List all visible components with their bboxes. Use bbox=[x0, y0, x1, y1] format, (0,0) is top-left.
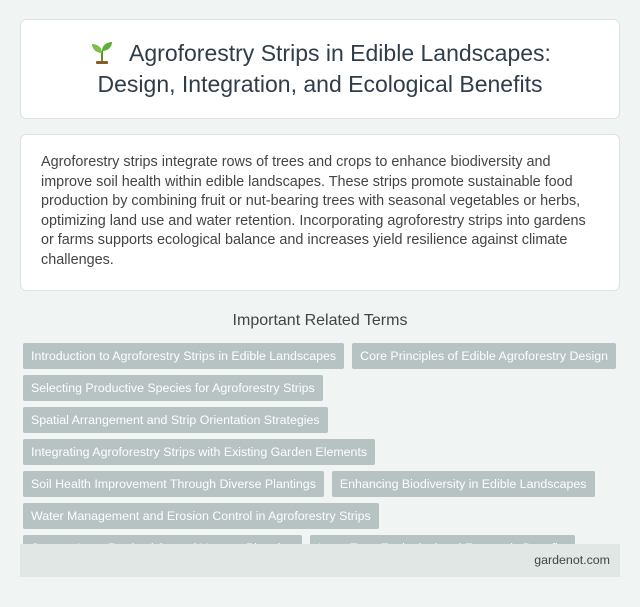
related-terms-list bbox=[23, 343, 623, 567]
title-line-1: Agroforestry Strips in Edible Landscapes: bbox=[129, 40, 551, 66]
related-term-tag[interactable]: Water Management and Erosion Control in Agroforestry Strips bbox=[23, 503, 379, 529]
title-line-2: Design, Integration, and Ecological Benefits bbox=[97, 71, 543, 97]
related-term-tag[interactable]: Integrating Agroforestry Strips with Existing Garden Elements bbox=[23, 439, 375, 465]
related-term-tag[interactable]: Core Principles of Edible Agroforestry Design bbox=[352, 343, 616, 369]
footer-site-link[interactable]: gardenot.com bbox=[534, 553, 610, 567]
related-term-tag[interactable]: Introduction to Agroforestry Strips in Edible Landscapes bbox=[23, 343, 344, 369]
related-term-tag[interactable]: Spatial Arrangement and Strip Orientation Strategies bbox=[23, 407, 328, 433]
summary-card bbox=[20, 134, 620, 291]
sprout-icon bbox=[89, 39, 115, 65]
related-terms-heading: Important Related Terms bbox=[232, 312, 408, 329]
title-card bbox=[20, 19, 620, 119]
footer bbox=[20, 544, 620, 577]
related-term-tag[interactable]: Enhancing Biodiversity in Edible Landscapes bbox=[332, 471, 595, 497]
page-title bbox=[89, 38, 551, 100]
summary-text: Agroforestry strips integrate rows of trees and crops to enhance biodiversity and improve soil health within edible landscapes. These strips promote sustainable food production by combining fruit or nut-bearing trees with seasonal vegetables or herbs, optimizing land use and water retention. Incorporating agroforestry strips into gardens or farms supports ecological balance and increases yield resilience against climate challenges. bbox=[41, 154, 586, 268]
related-term-tag[interactable]: Selecting Productive Species for Agroforestry Strips bbox=[23, 375, 323, 401]
related-term-tag[interactable]: Soil Health Improvement Through Diverse Plantings bbox=[23, 471, 324, 497]
